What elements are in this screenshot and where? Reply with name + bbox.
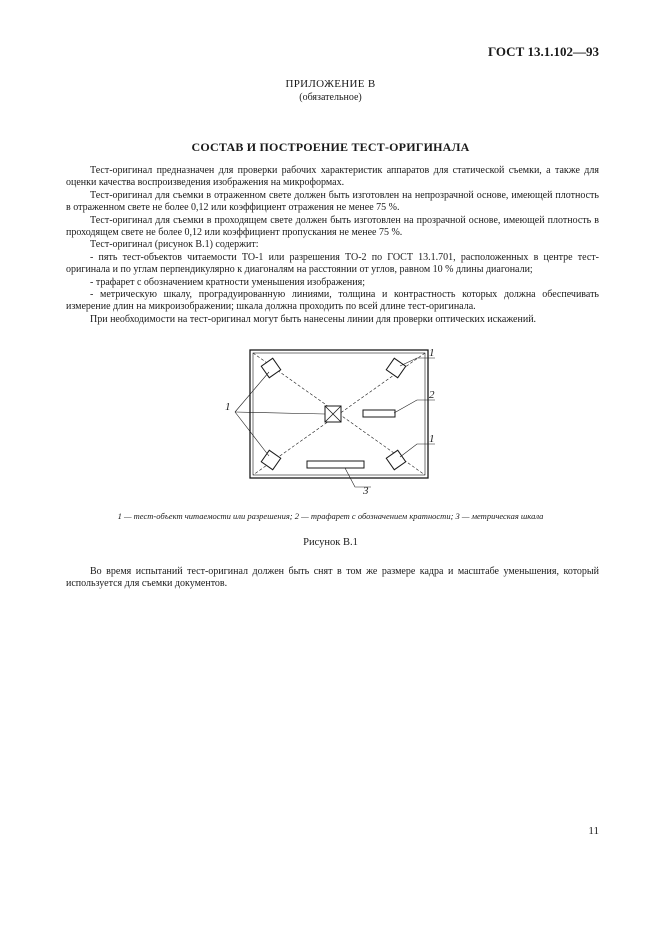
figure-label: 3 <box>363 485 369 497</box>
paragraph: При необходимости на тест-оригинал могут быть нанесены линии для проверки оптических искажений. <box>90 313 537 325</box>
body-text <box>66 165 599 326</box>
figure-caption <box>0 511 661 521</box>
corner-test-object <box>386 450 405 469</box>
test-original-diagram <box>195 344 455 504</box>
list-item: - трафарет с обозначением кратности уменьшения изображения; <box>90 276 366 288</box>
leader-line <box>235 412 269 456</box>
paragraph: Тест-оригинал для съемки в отраженном свете должен быть изготовлен на непрозрачной основе, имеющей плотность в отраженном свете не более 0,12 или коэффициент отражения не менее 75 %. <box>66 189 599 214</box>
figure-label: 1 <box>429 347 435 359</box>
figure-label: 2 <box>429 389 435 401</box>
list-item: - метрическую шкалу, проградуированную линиями, толщина и контрастность которых должна обеспечивать измерение длин на микроизображении; шкала должна проходить по всей длине тест-оригинала. <box>66 289 599 313</box>
caption-text: — трафарет с обозначением кратности; <box>299 511 456 521</box>
paragraph: Тест-оригинал для съемки в проходящем свете должен быть изготовлен на прозрачной основе, имеющей плотность в проходящем свете не более 0,12 или коэффициент пропускания не менее 75 %. <box>66 214 599 239</box>
metric-scale <box>307 461 364 468</box>
list-item: - пять тест-объектов читаемости ТО-1 или разрешения ТО-2 по ГОСТ 13.1.701, расположенных в центре тест-оригинала и по углам перпендикулярно к диагоналям на расстоянии от углов, равном 10 % длины диагонали; <box>66 251 599 276</box>
paragraph: Тест-оригинал (рисунок В.1) содержит: <box>90 239 259 251</box>
paragraph: Тест-оригинал предназначен для проверки рабочих характеристик аппаратов для статической съемки, а также для оценки качества воспроизведения изображения на микроформах. <box>66 165 599 189</box>
appendix-status: (обязательное) <box>299 92 362 103</box>
leader-line <box>235 412 325 414</box>
paragraph: Во время испытаний тест-оригинал должен быть снят в том же размере кадра и масштабе уменьшения, который используется для съемки документов. <box>66 566 599 590</box>
appendix-title: ПРИЛОЖЕНИЕ В <box>285 78 376 90</box>
leader-line <box>394 400 435 413</box>
leader-line <box>400 444 435 457</box>
figure-label: 1 <box>225 401 231 413</box>
closing-text <box>66 566 599 591</box>
caption-number: 3 <box>455 511 460 521</box>
page-number: 11 <box>588 825 599 837</box>
caption-text: — метрическая шкала <box>459 511 544 521</box>
standard-code: ГОСТ 13.1.102—93 <box>487 44 599 59</box>
caption-number: 1 <box>117 511 122 521</box>
caption-number: 2 <box>294 511 300 521</box>
figure-label: 1 <box>429 433 435 445</box>
corner-test-object <box>261 358 280 377</box>
corner-test-object <box>386 358 405 377</box>
section-title: СОСТАВ И ПОСТРОЕНИЕ ТЕСТ-ОРИГИНАЛА <box>191 140 470 154</box>
leader-line <box>235 372 269 412</box>
leader-line <box>400 358 435 366</box>
figure-title: Рисунок В.1 <box>303 537 358 548</box>
caption-text: — тест-объект читаемости или разрешения; <box>121 511 295 521</box>
reduction-stencil <box>363 410 395 417</box>
